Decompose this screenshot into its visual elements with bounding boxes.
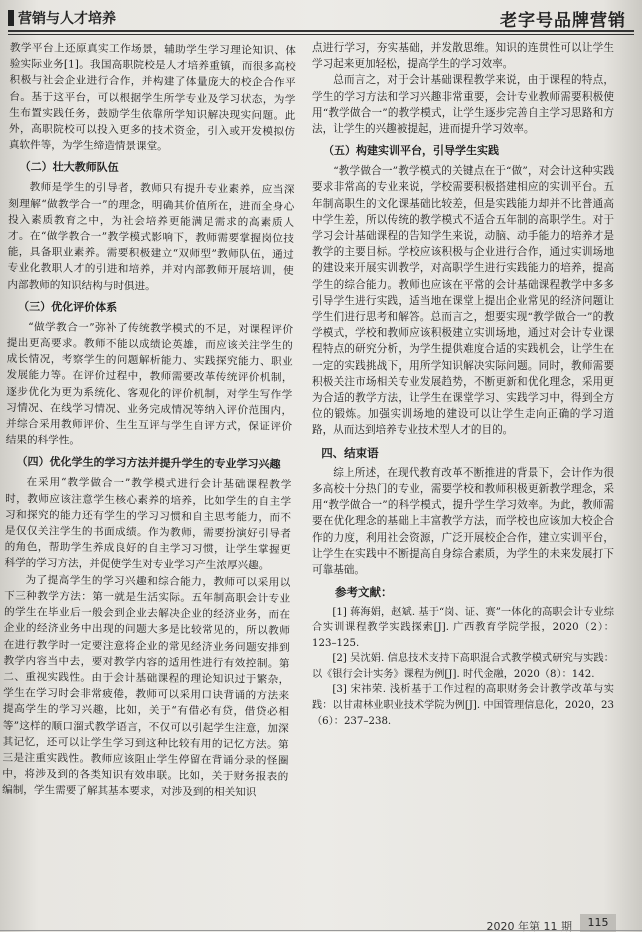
page-number: 115 — [580, 914, 616, 932]
section-heading: （五）构建实训平台，引导学生实践 — [323, 144, 499, 158]
footer-rule — [0, 930, 642, 931]
paragraph: 教学平台上还原真实工作场景，辅助学生学习理论知识、体验实际业务[1]。我国高职院校是人才培养重镇，而很多高校积极与社会企业进行合作，并构建了体量庞大的校企合作平台。基于这平台，可以根据学生所学专业及学习状态，为学生布置实践任务，鼓励学生依靠所学知识解决现实问题。此外，高职院校可以投入更多的技术资金，引入或开发模拟仿真软件等，为学生缔造情景课堂。 — [8, 41, 296, 153]
reference-item: [3] 宋祎荣. 浅析基于工作过程的高职财务会计教学改革与实践：以甘肃林业职业技术学院为例[J]. 中国管理信息化，2020，23（6）：237–238. — [312, 684, 614, 727]
reference-item: [1] 蒋海娟，赵斌. 基于“岗、证、赛”一体化的高职会计专业综合实训课程教学实践探索[J]. 广西教育学院学报，2020（2）：123–125. — [312, 606, 614, 649]
references-heading: 参考文献： — [335, 585, 393, 600]
section-label — [8, 8, 116, 28]
header-rule-thin — [8, 34, 634, 35]
magazine-title: 老字号品牌营销 — [500, 11, 626, 31]
left-column — [2, 40, 296, 801]
paragraph: 总而言之，对于会计基础课程教学来说，由于课程的特点，学生的学习方法和学习兴趣非常重要，会计专业教师需要积极使用“教学做合一”的教学模式，让学生逐步完善自主学习思路和方法，让学生的兴趣被提起，进而提升学习效率。 — [312, 74, 614, 136]
section-marker-icon — [8, 10, 14, 26]
section-heading: （二）壮大教师队伍 — [19, 160, 119, 175]
section-heading: （三）优化评价体系 — [18, 299, 118, 314]
paragraph: 综上所述，在现代教育改革不断推进的背景下，会计作为很多高校十分热门的专业，需要学校和教师积极更新教学理念，采用“教学做合一”的科学模式，提升学生学习效率。为此，教师需要在优化理念的基础上丰富教学方法，而学校也应该加大校企合作的力度，利用社会资源，广泛开展校企合作，建立实训平台，让学生在实践中不断提高自身综合素质，为学生的未来发展打下可靠基础。 — [312, 466, 614, 577]
section-label-text: 营销与人才培养 — [18, 11, 116, 27]
issue-label: 2020 年第 11 期 — [486, 920, 572, 932]
paragraph: 点进行学习，夯实基础，并发散思维。知识的连贯性可以让学生学习起来更加轻松，提高学生的学习效率。 — [312, 42, 614, 71]
page-footer — [0, 906, 642, 932]
paragraph: 教师是学生的引导者，教师只有提升专业素养，应当深刻理解“做教学合一”的理念，明确其价值所在，进而全身心投入素质教育之中，为社会培养更能满足需求的高素质人才。在“做学教合一”教学模式影响下，教师需要掌握岗位技能，具备职业素养。需要积极建立“双师型”教师队伍，通过专业化教职人才的引进和培养，并对内部教师开展培训，使内部教师的知识结构与时俱进。 — [7, 181, 295, 293]
paragraph: “做学教合一”弥补了传统教学模式的不足，对课程评价提出更高要求。教师不能以成绩论英雄，而应该关注学生的成长情况，考察学生的问题解析能力、实践探究能力、职业发展能力等。在评价过程中，教师需要改革传统评价机制，逐步优化为更为系统化、客观化的评价机制，对学生写作学习情况、在线学习情况、业务完成情况等纳入评价范围内，并综合采用教师评价、生生互评与学生自评方式，保证评价结果的科学性。 — [5, 321, 294, 448]
right-column — [312, 40, 614, 729]
conclusion-heading: 四、结束语 — [321, 445, 379, 460]
page-header — [0, 0, 642, 40]
header-rule — [8, 30, 634, 32]
paragraph: 为了提高学生的学习兴趣和综合能力，教师可以采用以下三种教学方法：第一就是生活实际。五年制高职会计专业的学生在毕业后一般会到企业去解决企业的经济业务，而在企业的经济业务中出现的问题大多是比较常见的，所以教师在进行教学时一定要注意将企业的常见经济业务问题安排到教学内容当中去，要对教学内容的适用性进行有效控制。第二、重视实践性。由于会计基础课程的理论知识过于繁杂，学生在学习时会非常疲倦，教师可以采用口诀背诵的方法来提高学生的学习兴趣，比如，关于“有借必有贷，借贷必相等”这样的顺口溜式教学语言，不仅可以引起学生注意，加深其记忆，还可以让学生学习到这种比较有用的记忆方法。第三是注重实践性。教师应该阻止学生停留在背诵分录的怪圈中，将涉及到的各类知识有效串联。比如，关于财务报表的编制，学生需要了解其基本要求，对涉及到的相关知识 — [2, 573, 291, 799]
reference-item: [2] 吴沈娟. 信息技术支持下高职混合式教学模式研究与实践：以《银行会计实务》课程为例[J]. 时代金融，2020（8）：142. — [312, 653, 614, 680]
section-heading: （四）优化学生的学习方法并提升学生的专业学习兴趣 — [16, 455, 281, 472]
paragraph: 在采用“教学做合一”教学模式进行会计基础课程教学时，教师应该注意学生核心素养的培养，比如学生的自主学习和探究的能力还有学生的学习习惯和自主思考能力，而不是仅仅关注学生的书面成绩。作为教师，需要扮演好引导者的角色，帮助学生养成良好的自主学习习惯，让学生掌握更科学的学习方法，并促使学生对专业学习产生浓厚兴趣。 — [4, 476, 292, 573]
paragraph: “教学做合一”教学模式的关键点在于“做”，对会计这种实践要求非常高的专业来说，学校需要积极搭建相应的实训平台。五年制高职生的文化课基础比较差，但是实践能力却并不比普通高中学生差，所以传统的教学模式不适合五年制的高职学生。对于学习会计基础课程的告知学生来说，动脑、动手能力的培养才是教学的主要目标。学校应该积极与企业进行合作，通过实训场地的建设来开展实训教学，对高职学生进行实践能力的培养，提高学生的综合能力。教师也应该在平常的会计基础课程教学中多多引导学生进行实践，适当地在课堂上提出企业常见的经济问题让学生们进行思考和解答。总而言之，想要实现“教学做合一”的教学模式，学校和教师应该积极建立实训场地，通过对会计专业课程特点的研究分析，为学生提供难度合适的实践机会，让学生在一定的实践挑战下，用所学知识解决实际问题。同时，教师需要积极关注市场相关专业发展趋势，不断更新和优化理念，采用更为合适的教学方法，让学生在课堂学习、实践学习中，得到全方位的锻炼。加强实训场地的建设可以让学生走向正确的学习道路，从而达到培养专业技术型人才的目的。 — [312, 165, 614, 437]
